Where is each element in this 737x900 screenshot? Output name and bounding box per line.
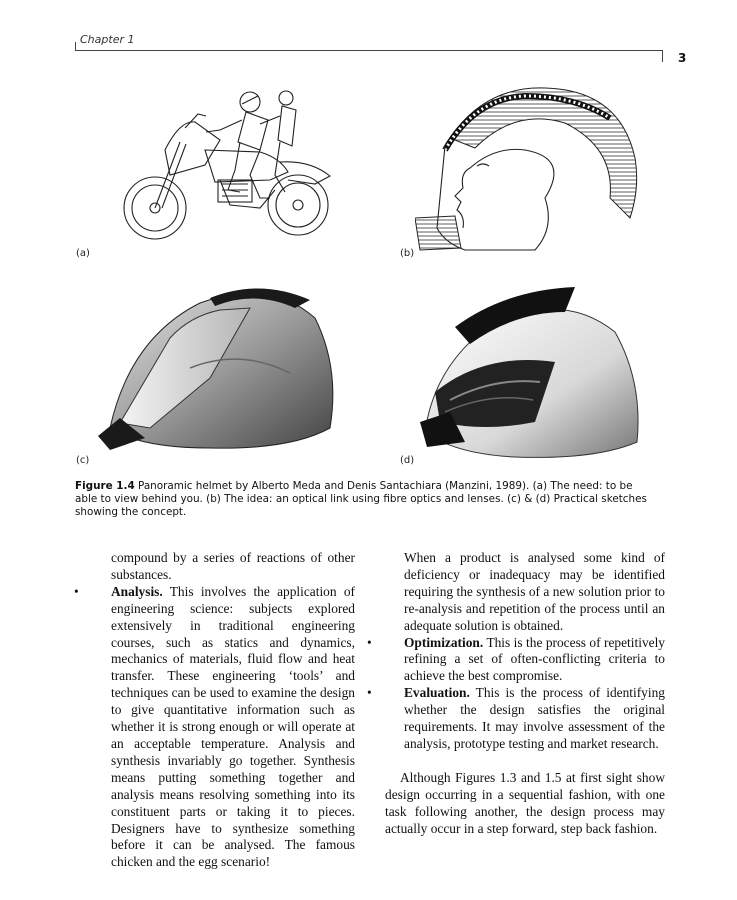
paragraph-gap <box>385 753 665 770</box>
figure-caption <box>75 480 655 519</box>
running-head-chapter: Chapter 1 <box>80 33 135 46</box>
evaluation-term: Evaluation. <box>404 685 470 701</box>
closing-paragraph: Although Figures 1.3 and 1.5 at first sight show design occurring in a sequential fashion, with one task following another, the design process may actually occur in a step forward, step back fashion. <box>385 769 665 836</box>
figure-panel-d <box>415 282 645 462</box>
figure-panel-c <box>90 278 340 458</box>
optical-link-illustration <box>415 78 645 258</box>
helmet-sketch-d <box>415 282 645 462</box>
left-continuation-paragraph: compound by a series of reactions of other substances. <box>111 550 355 582</box>
figure-panel-b <box>415 78 645 258</box>
header-rule-tick-right <box>662 50 663 62</box>
left-column <box>74 550 355 871</box>
right-continuation-paragraph: When a product is analysed some kind of deficiency or inadequacy may be identified requiring the synthesis of a new solution prior to re-analysis and repetition of the process until an adequate solution is obtained. <box>404 550 665 633</box>
evaluation-text: This is the process of identifying whether the design satisfies the original requirements. It may involve assessment of the analysis, prototype testing and market research. <box>404 685 665 751</box>
evaluation-bullet <box>367 685 665 753</box>
header-rule <box>75 50 663 51</box>
right-column <box>367 550 665 838</box>
figure-caption-label: Figure 1.4 <box>75 480 135 492</box>
panel-label-a: (a) <box>76 248 90 259</box>
analysis-bullet <box>74 583 355 871</box>
optimization-text: This is the process of repetitively refining a set of often-conflicting criteria to achieve the best compromise. <box>404 634 665 684</box>
panel-label-b: (b) <box>400 248 415 259</box>
bullet-marker: • <box>367 685 372 701</box>
helmet-sketch-c <box>90 278 340 458</box>
page-number: 3 <box>678 51 687 65</box>
analysis-text: This involves the application of engineering science: subjects explored extensively in traditional engineering courses, such as statics and dynamics, mechanics of materials, fluid flow and heat transfer. These engineering ‘tools’ and techniques can be used to examine the design to give quantitative information such as whether it is strong enough or will operate at an acceptable temperature. Analysis and synthesis invariably go together. Synthesis means putting something together and analysis means resolving something into its constituent parts or taking it to pieces. Designers have to synthesize something before it can be analysed. The famous chicken and the egg scenario! <box>111 583 355 870</box>
optimization-bullet <box>367 634 665 686</box>
motorcycle-illustration <box>110 80 350 250</box>
panel-label-c: (c) <box>76 455 90 466</box>
bullet-marker: • <box>74 583 79 599</box>
figure-panel-a <box>110 80 350 250</box>
figure-caption-text: Panoramic helmet by Alberto Meda and Denis Santachiara (Manzini, 1989). (a) The need: to be able to view behind you. (b) The idea: an optical link using fibre optics and lenses. (c) & (d) Practical sketches showing the concept. <box>75 480 647 518</box>
optimization-term: Optimization. <box>404 634 484 650</box>
analysis-term: Analysis. <box>111 583 163 599</box>
panel-label-d: (d) <box>400 455 415 466</box>
bullet-marker: • <box>367 634 372 650</box>
